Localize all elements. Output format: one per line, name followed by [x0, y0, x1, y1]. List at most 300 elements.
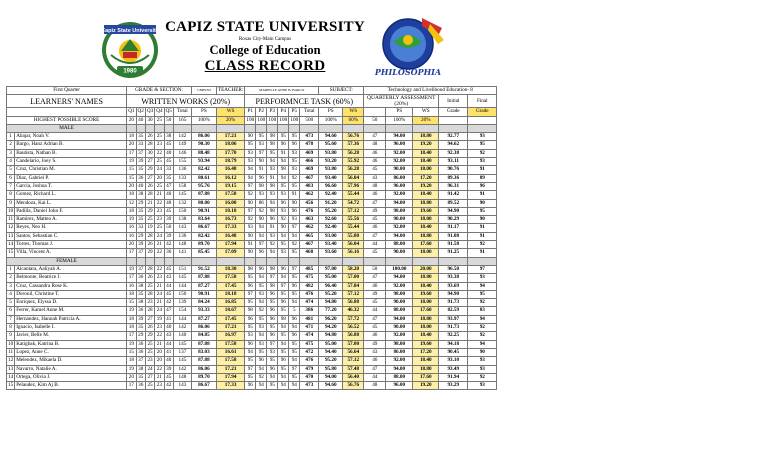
score-cell: 96	[278, 357, 289, 365]
student-row	[7, 133, 497, 141]
score-cell: 90	[468, 216, 497, 224]
score-cell: 96.00	[386, 382, 413, 390]
student-name: Reyes, Neo H.	[15, 224, 127, 232]
score-cell: 16.61	[216, 348, 244, 356]
score-cell: 93	[278, 249, 289, 257]
score-cell: 94.20	[319, 324, 343, 332]
score-cell: 90	[245, 199, 256, 207]
score-cell: 96	[267, 315, 278, 323]
score-cell: 94.60	[319, 133, 343, 141]
score-cell: 96	[267, 365, 278, 373]
score-cell: 92	[468, 332, 497, 340]
score-cell: 93.38	[439, 274, 468, 282]
score-cell: 95	[278, 348, 289, 356]
score-cell: 95	[267, 149, 278, 157]
student-row	[7, 141, 497, 149]
score-cell: 94	[468, 282, 497, 290]
score-cell: 36	[136, 274, 145, 282]
ww-sub-2: Q3	[146, 108, 154, 115]
score-cell: 92.60	[319, 216, 343, 224]
score-cell: 36	[136, 340, 145, 348]
score-cell: 95	[278, 307, 289, 315]
score-cell: 94.00	[319, 373, 343, 381]
score-cell: 16.85	[216, 299, 244, 307]
score-cell: 154	[173, 307, 191, 315]
ww-sub-3: Q4	[156, 108, 163, 115]
score-cell: 29	[145, 166, 154, 174]
score-cell: 16.73	[216, 216, 244, 224]
score-cell: 92	[468, 373, 497, 381]
score-cell: 92.77	[439, 133, 468, 141]
performance-task-header: PERFORMNCE TASK (60%)	[245, 95, 364, 108]
score-cell: 97	[267, 340, 278, 348]
score-cell: 98	[267, 133, 278, 141]
score-cell: 90	[468, 348, 497, 356]
student-name: Cruz, Christian M.	[15, 166, 127, 174]
score-cell: 57.12	[343, 207, 364, 215]
score-cell: 28	[145, 232, 154, 240]
sub-header-row	[7, 108, 497, 116]
score-cell: 95	[245, 324, 256, 332]
highest-score-cell: 20%	[413, 116, 439, 124]
student-row	[7, 182, 497, 190]
score-cell: 94.62	[439, 141, 468, 149]
score-cell: 19	[127, 307, 136, 315]
score-cell: 45	[164, 141, 173, 149]
score-cell: 49	[364, 340, 386, 348]
score-cell: 87.88	[191, 274, 216, 282]
score-cell: 94	[278, 373, 289, 381]
score-cell: 36	[136, 174, 145, 182]
score-cell: 94.00	[386, 274, 413, 282]
score-cell: 93	[256, 290, 267, 298]
score-cell: 57.00	[343, 274, 364, 282]
score-cell: 17.33	[216, 224, 244, 232]
score-cell: 29	[145, 332, 154, 340]
score-cell: 27	[145, 315, 154, 323]
score-cell: 92	[267, 241, 278, 249]
score-cell: 98.00	[386, 290, 413, 298]
score-cell: 36	[136, 307, 145, 315]
score-cell: 89.52	[439, 199, 468, 207]
score-cell: 56.04	[343, 241, 364, 249]
score-cell: 12	[127, 199, 136, 207]
score-cell: 17.09	[216, 249, 244, 257]
score-cell: 94	[267, 199, 278, 207]
score-cell: 56.16	[343, 249, 364, 257]
score-cell: 472	[300, 348, 319, 356]
score-cell: 58.20	[343, 265, 364, 273]
score-cell: 90	[289, 199, 300, 207]
highest-score-cell: 100	[290, 116, 299, 123]
score-cell: 18.79	[216, 158, 244, 166]
score-cell: 93	[278, 191, 289, 199]
score-cell: 17	[127, 149, 136, 157]
student-name: Ferrer, Kamel Anne M.	[15, 307, 127, 315]
highest-score-cell	[439, 116, 468, 124]
score-cell: 35	[136, 324, 145, 332]
score-cell: 56.04	[343, 174, 364, 182]
score-cell: 91.08	[439, 232, 468, 240]
score-cell: 93	[245, 158, 256, 166]
score-cell: 92	[256, 307, 267, 315]
score-cell: 90.00	[386, 299, 413, 307]
score-cell: 93	[245, 149, 256, 157]
score-cell: 144	[173, 282, 191, 290]
score-cell: 91.42	[439, 191, 468, 199]
row-number: 12	[8, 357, 14, 364]
score-cell: 94	[278, 324, 289, 332]
score-cell: 30	[145, 149, 154, 157]
score-cell: 15	[127, 348, 136, 356]
student-name: Padilla, Daniel John F.	[15, 207, 127, 215]
score-cell: 94.00	[386, 315, 413, 323]
score-cell: 93	[289, 216, 300, 224]
score-cell: 94	[256, 274, 267, 282]
score-cell: 136	[173, 166, 191, 174]
score-cell: 20	[155, 357, 164, 365]
score-cell: 19	[127, 340, 136, 348]
row-number: 9	[7, 332, 15, 340]
score-cell: 95	[267, 299, 278, 307]
score-cell: 37	[136, 357, 145, 365]
pt-sub-1: P2	[256, 108, 267, 116]
score-cell: 18.40	[413, 224, 439, 232]
score-cell: 95	[289, 373, 300, 381]
score-cell: 151	[173, 265, 191, 273]
score-cell: 18	[127, 191, 136, 199]
row-number: 6	[7, 307, 15, 315]
score-cell: 19	[127, 265, 136, 273]
score-cell: 26	[145, 324, 154, 332]
student-row	[7, 191, 497, 199]
score-cell: 18.80	[413, 274, 439, 282]
student-name: Villa, Vincent A.	[15, 249, 127, 257]
score-cell: 46	[364, 282, 386, 290]
score-cell: 133	[173, 174, 191, 182]
score-cell: 18	[127, 133, 136, 141]
score-cell: 50	[364, 265, 386, 273]
score-cell: 19.20	[413, 382, 439, 390]
score-cell: 92.40	[319, 224, 343, 232]
pt-sub-2: P3	[267, 108, 278, 116]
student-name: Lopez, Anne C.	[15, 348, 127, 356]
score-cell: 155	[173, 158, 191, 166]
highest-score-cell: 60%	[343, 116, 364, 124]
score-cell: 95	[278, 290, 289, 298]
score-cell: 17.58	[216, 340, 244, 348]
pt-sub-4: P5	[289, 108, 300, 116]
student-row	[7, 241, 497, 249]
student-row	[7, 216, 497, 224]
score-cell: 20	[155, 348, 164, 356]
score-cell: 35	[136, 166, 145, 174]
score-cell: 94	[267, 158, 278, 166]
score-cell: 95	[289, 158, 300, 166]
subject-label: SUBJECT:	[319, 87, 364, 95]
score-cell: 146	[173, 149, 191, 157]
score-cell: 33	[136, 141, 145, 149]
score-cell: 17.58	[216, 274, 244, 282]
score-cell: 94.80	[319, 332, 343, 340]
score-cell: 83	[468, 307, 497, 315]
score-cell: 94.00	[386, 365, 413, 373]
score-cell: 95	[289, 290, 300, 298]
score-cell: 55.80	[343, 232, 364, 240]
score-cell: 25	[155, 133, 164, 141]
score-cell: 145	[173, 340, 191, 348]
score-cell: 37	[136, 249, 145, 257]
score-cell: 17.60	[413, 307, 439, 315]
score-cell: 94.00	[386, 232, 413, 240]
score-cell: 90.76	[439, 166, 468, 174]
qa-sub-0	[364, 108, 386, 116]
score-cell: 463	[300, 216, 319, 224]
score-cell: 18.80	[413, 232, 439, 240]
score-cell: 93	[256, 141, 267, 149]
ww-sub-6: PS	[191, 108, 216, 116]
score-cell: 19.60	[413, 207, 439, 215]
ww-sub-5: Total	[173, 108, 191, 116]
score-cell: 46	[364, 332, 386, 340]
score-cell: 97	[267, 274, 278, 282]
score-cell: 86.00	[386, 174, 413, 182]
ww-sub-4: Q5	[165, 108, 172, 115]
class-record-table	[6, 86, 497, 390]
score-cell: 93.00	[319, 232, 343, 240]
student-name: Bautista, Nathan B.	[15, 149, 127, 157]
score-cell: 48	[364, 182, 386, 190]
score-cell: 24	[155, 232, 164, 240]
score-cell: 95.00	[319, 340, 343, 348]
score-cell: 96	[278, 141, 289, 149]
score-cell: 86.06	[191, 324, 216, 332]
score-cell: 18.00	[413, 299, 439, 307]
score-cell: 474	[300, 332, 319, 340]
score-cell: 95	[267, 324, 278, 332]
score-cell: 98	[267, 207, 278, 215]
row-number: 11	[8, 348, 14, 355]
score-cell: 57.72	[343, 315, 364, 323]
score-cell: 95	[256, 348, 267, 356]
score-cell: 18.80	[413, 365, 439, 373]
score-cell: 46.32	[343, 307, 364, 315]
score-cell: 82.42	[191, 232, 216, 240]
score-cell: 21	[145, 199, 154, 207]
score-cell: 471	[300, 324, 319, 332]
score-cell: 19.60	[413, 290, 439, 298]
score-cell: 41	[164, 315, 173, 323]
score-cell: 93	[468, 382, 497, 390]
score-cell: 18	[127, 357, 136, 365]
score-cell: 45	[364, 324, 386, 332]
score-cell: 56.40	[343, 373, 364, 381]
score-cell: 17.21	[216, 133, 244, 141]
score-cell: 19	[127, 365, 136, 373]
score-cell: 94	[256, 224, 267, 232]
score-cell: 92.00	[386, 149, 413, 157]
score-cell: 18.80	[413, 133, 439, 141]
score-cell: 94.00	[386, 199, 413, 207]
score-cell: 20	[155, 174, 164, 182]
score-cell: 96	[289, 315, 300, 323]
student-row	[7, 357, 497, 365]
seal-year: 1980	[123, 68, 137, 75]
score-cell: 80.61	[191, 174, 216, 182]
score-cell: 16.12	[216, 174, 244, 182]
score-cell: 17.60	[413, 373, 439, 381]
score-cell: 19	[127, 158, 136, 166]
student-name: Mendoza, Kai L.	[15, 199, 127, 207]
score-cell: 94	[468, 340, 497, 348]
score-cell: 5	[289, 307, 300, 315]
score-cell: 96.00	[386, 182, 413, 190]
score-cell: 93.29	[439, 382, 468, 390]
score-cell: 77.20	[319, 307, 343, 315]
score-cell: 18.40	[413, 357, 439, 365]
score-cell: 98	[267, 182, 278, 190]
score-cell: 98	[267, 141, 278, 149]
score-cell: 37	[136, 265, 145, 273]
score-cell: 35	[136, 373, 145, 381]
score-cell: 93	[289, 149, 300, 157]
score-cell: 94.40	[319, 348, 343, 356]
score-cell: 92.00	[386, 332, 413, 340]
score-cell: 57.12	[343, 290, 364, 298]
score-cell: 43	[364, 174, 386, 182]
score-cell: 47	[364, 133, 386, 141]
student-name: Garcia, Joshua T.	[15, 182, 127, 190]
final-grade-header: Final	[468, 95, 497, 108]
score-cell: 41	[164, 348, 173, 356]
ww-sub-1: Q2	[137, 108, 144, 115]
student-row	[7, 382, 497, 390]
score-cell: 23	[145, 299, 154, 307]
score-cell: 95	[278, 133, 289, 141]
section-row	[7, 257, 497, 265]
student-name: Doronil, Christine T.	[15, 290, 127, 298]
teacher-label: TEACHER:	[217, 87, 244, 93]
score-cell: 88.00	[386, 241, 413, 249]
score-cell: 96.60	[319, 182, 343, 190]
score-cell: 18.67	[216, 307, 244, 315]
score-cell: 84.85	[191, 332, 216, 340]
score-cell: 93.20	[319, 158, 343, 166]
score-cell: 28	[145, 307, 154, 315]
score-cell: 96	[256, 357, 267, 365]
score-cell: 91	[468, 249, 497, 257]
score-cell: 48	[164, 199, 173, 207]
score-cell: 16.97	[216, 332, 244, 340]
student-name: Bargo, Hanz Adrian B.	[15, 141, 127, 149]
ww-sub-0: Q1	[128, 108, 135, 115]
highest-score-cell	[468, 116, 497, 124]
score-cell: 23	[155, 207, 164, 215]
score-cell: 97	[245, 207, 256, 215]
score-cell: 56.76	[343, 382, 364, 390]
score-cell: 93	[267, 348, 278, 356]
pt-sub-6: PS	[319, 108, 343, 116]
score-cell: 97	[468, 265, 497, 273]
score-cell: 95	[245, 357, 256, 365]
score-cell: 94	[289, 382, 300, 390]
score-cell: 466	[300, 158, 319, 166]
score-cell: 150	[173, 207, 191, 215]
row-number: 14	[8, 241, 14, 248]
score-cell: 18	[127, 207, 136, 215]
score-cell: 17	[127, 249, 136, 257]
score-cell: 56.28	[343, 149, 364, 157]
student-row	[7, 274, 497, 282]
score-cell: 97	[289, 365, 300, 373]
score-cell: 148	[173, 241, 191, 249]
score-cell: 29	[136, 332, 145, 340]
score-cell: 95	[278, 332, 289, 340]
score-cell: 17.45	[216, 315, 244, 323]
score-cell: 485	[300, 265, 319, 273]
score-cell: 141	[173, 249, 191, 257]
score-cell: 94.60	[319, 382, 343, 390]
score-cell: 90.00	[386, 249, 413, 257]
score-cell: 482	[300, 282, 319, 290]
score-cell: 28	[145, 191, 154, 199]
score-cell: 48	[364, 141, 386, 149]
quarter-label: First Quarter	[7, 87, 127, 95]
score-cell: 91	[245, 241, 256, 249]
score-cell: 40	[136, 182, 145, 190]
score-cell: 92.40	[319, 191, 343, 199]
score-cell: 45	[164, 158, 173, 166]
score-cell: 97	[245, 365, 256, 373]
score-cell: 47	[364, 274, 386, 282]
score-cell: 18.18	[216, 207, 244, 215]
score-cell: 94.80	[319, 299, 343, 307]
score-cell: 93.69	[439, 282, 468, 290]
score-cell: 91.73	[439, 324, 468, 332]
score-cell: 92	[468, 149, 497, 157]
score-cell: 88.48	[191, 149, 216, 157]
score-cell: 90	[468, 199, 497, 207]
score-cell: 95	[468, 290, 497, 298]
score-cell: 17.45	[216, 282, 244, 290]
score-cell: 18.00	[413, 166, 439, 174]
score-cell: 475	[300, 274, 319, 282]
score-cell: 86.00	[386, 348, 413, 356]
row-number: 10	[8, 207, 14, 214]
score-cell: 97.00	[319, 265, 343, 273]
pt-sub-3: P4	[278, 108, 289, 116]
score-cell: 47	[164, 182, 173, 190]
score-cell: 17.20	[413, 174, 439, 182]
score-cell: 98	[278, 315, 289, 323]
score-cell: 95.00	[319, 274, 343, 282]
score-cell: 29	[145, 207, 154, 215]
score-cell: 94.90	[439, 207, 468, 215]
score-cell: 56.88	[343, 299, 364, 307]
score-cell: 478	[300, 141, 319, 149]
score-cell: 42	[164, 299, 173, 307]
score-cell: 90	[245, 249, 256, 257]
score-cell: 145	[173, 357, 191, 365]
score-cell: 39	[136, 158, 145, 166]
score-cell: 91	[468, 224, 497, 232]
score-cell: 16.48	[216, 166, 244, 174]
score-cell: 35	[136, 216, 145, 224]
score-cell: 20	[127, 141, 136, 149]
score-cell: 158	[173, 182, 191, 190]
student-row	[7, 265, 497, 273]
score-cell: 97	[245, 182, 256, 190]
